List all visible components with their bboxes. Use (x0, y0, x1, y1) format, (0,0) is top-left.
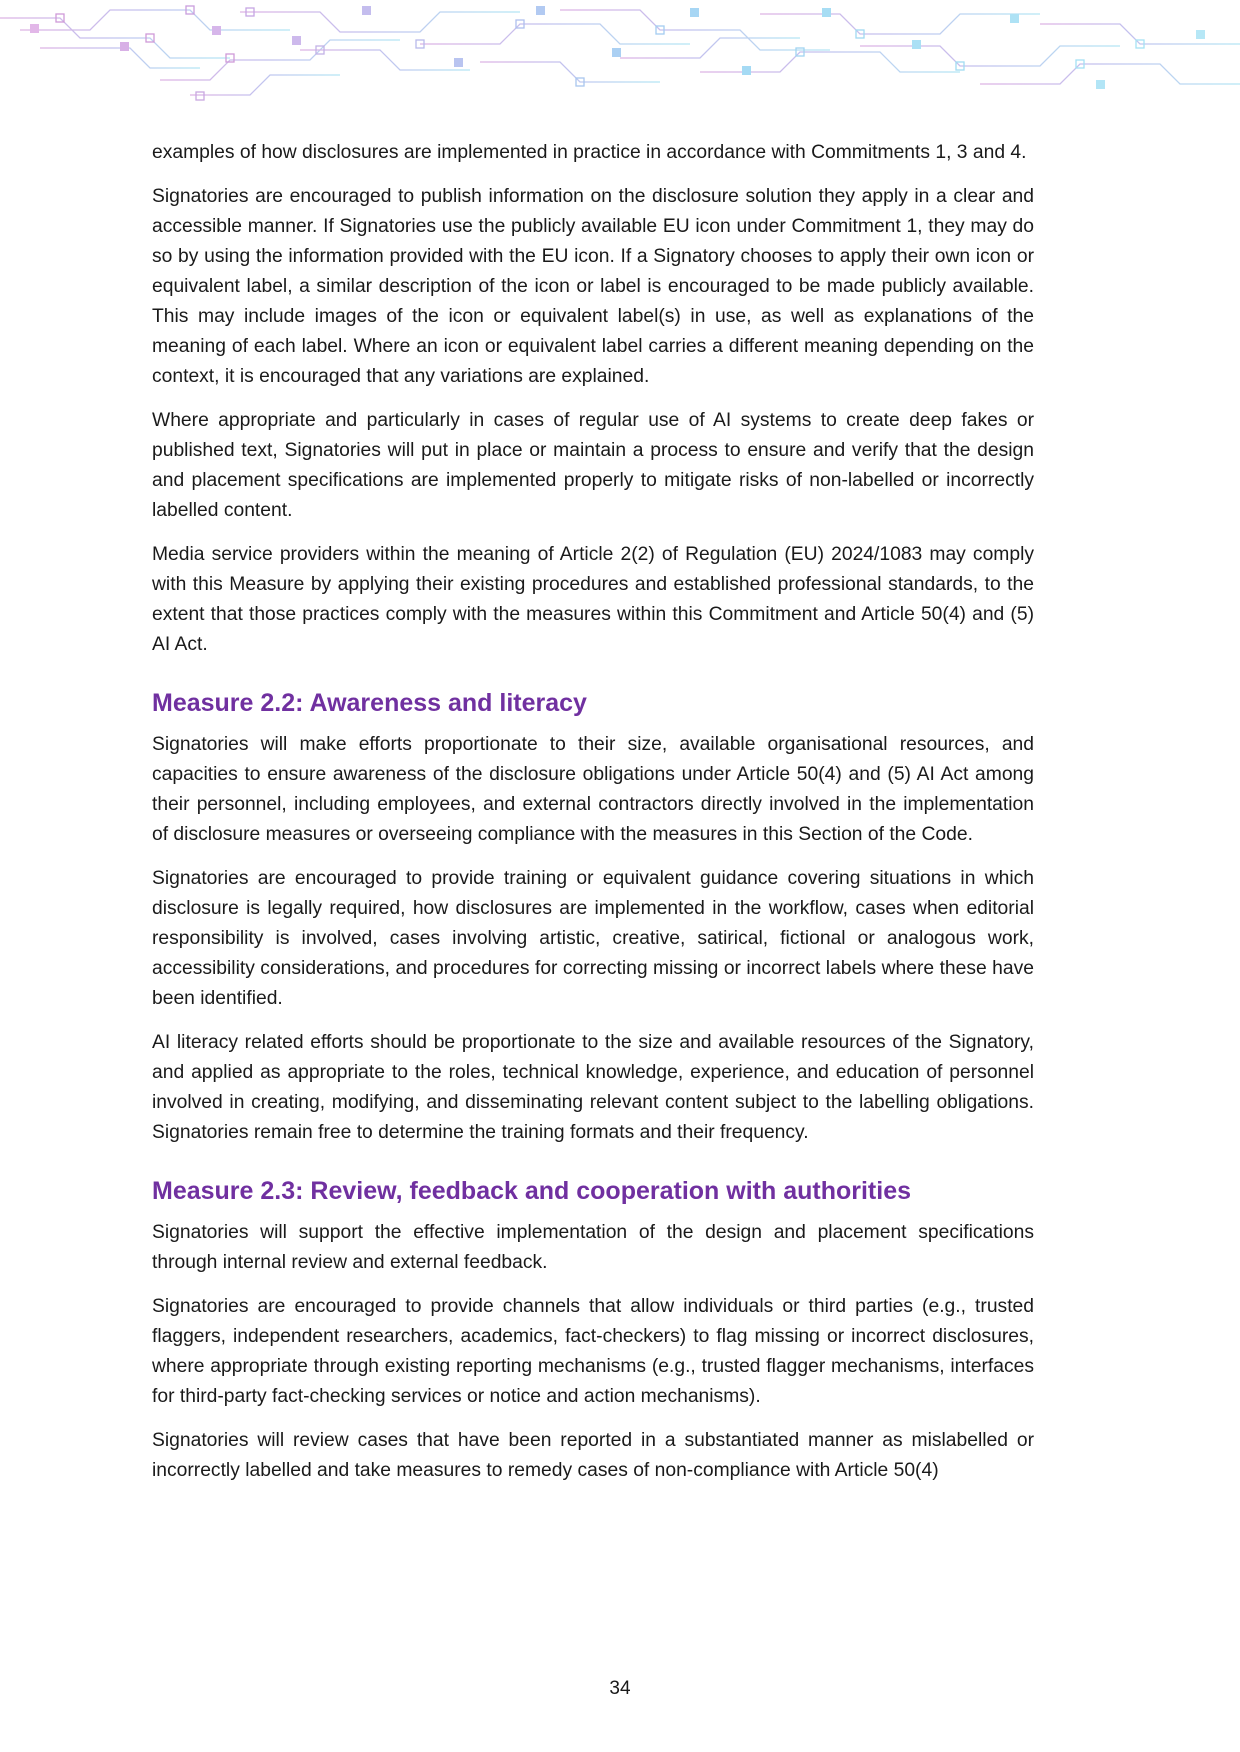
paragraph: examples of how disclosures are implemented in practice in accordance with Commitments 1, 3 and 4. (152, 142, 1027, 163)
paragraph: Signatories will review cases that have been reported in a substantiated manner as mislabelled or incorrectly labelled and take measures to remedy cases of non-compliance with Article 50(4) (152, 1430, 1034, 1481)
paragraph: AI literacy related efforts should be proportionate to the size and available resources of the Signatory, and applied as appropriate to the roles, technical knowledge, experience, and education of personnel involved in creating, modifying, and disseminating relevant content subject to the labelling obligations. Signatories remain free to determine the training formats and their frequency. (152, 1032, 1034, 1143)
paragraph: Signatories will support the effective implementation of the design and placement specifications through internal review and external feedback. (152, 1222, 1034, 1273)
section-heading-measure-2-3: Measure 2.3: Review, feedback and cooperation with authorities (152, 1177, 911, 1205)
paragraph: Signatories are encouraged to provide channels that allow individuals or third parties (e.g., trusted flaggers, independent researchers, academics, fact-checkers) to flag missing or incorrect disclosures, where appropriate through existing reporting mechanisms (e.g., trusted flagger mechanisms, interfaces for third-party fact-checking services or notice and action mechanisms). (152, 1296, 1034, 1407)
section-heading-measure-2-2: Measure 2.2: Awareness and literacy (152, 689, 587, 717)
paragraph: Media service providers within the meaning of Article 2(2) of Regulation (EU) 2024/1083 may comply with this Measure by applying their existing procedures and established professional standards, to the extent that those practices comply with the measures within this Commitment and Article 50(4) and (5) AI Act. (152, 544, 1034, 655)
circuit-header-decoration (0, 0, 1240, 115)
paragraph: Where appropriate and particularly in cases of regular use of AI systems to create deep fakes or published text, Signatories will put in place or maintain a process to ensure and verify that the design and placement specifications are implemented properly to mitigate risks of non-labelled or incorrectly labelled content. (152, 410, 1034, 521)
paragraph: Signatories are encouraged to publish information on the disclosure solution they apply in a clear and accessible manner. If Signatories use the publicly available EU icon under Commitment 1, they may do so by using the information provided with the EU icon. If a Signatory chooses to apply their own icon or equivalent label, a similar description of the icon or label is encouraged to be made publicly available. This may include images of the icon or equivalent label(s) in use, as well as explanations of the meaning of each label. Where an icon or equivalent label carries a different meaning depending on the context, it is encouraged that any variations are explained. (152, 186, 1034, 387)
page-number: 34 (609, 1678, 631, 1699)
paragraph: Signatories will make efforts proportionate to their size, available organisational resources, and capacities to ensure awareness of the disclosure obligations under Article 50(4) and (5) AI Act among their personnel, including employees, and external contractors directly involved in the implementation of disclosure measures or overseeing compliance with the measures in this Section of the Code. (152, 734, 1034, 845)
document-body (152, 138, 1034, 1500)
paragraph: Signatories are encouraged to provide training or equivalent guidance covering situations in which disclosure is legally required, how disclosures are implemented in the workflow, cases when editorial responsibility is involved, cases involving artistic, creative, satirical, fictional or analogous work, accessibility considerations, and procedures for correcting missing or incorrect labels where these have been identified. (152, 868, 1034, 1009)
